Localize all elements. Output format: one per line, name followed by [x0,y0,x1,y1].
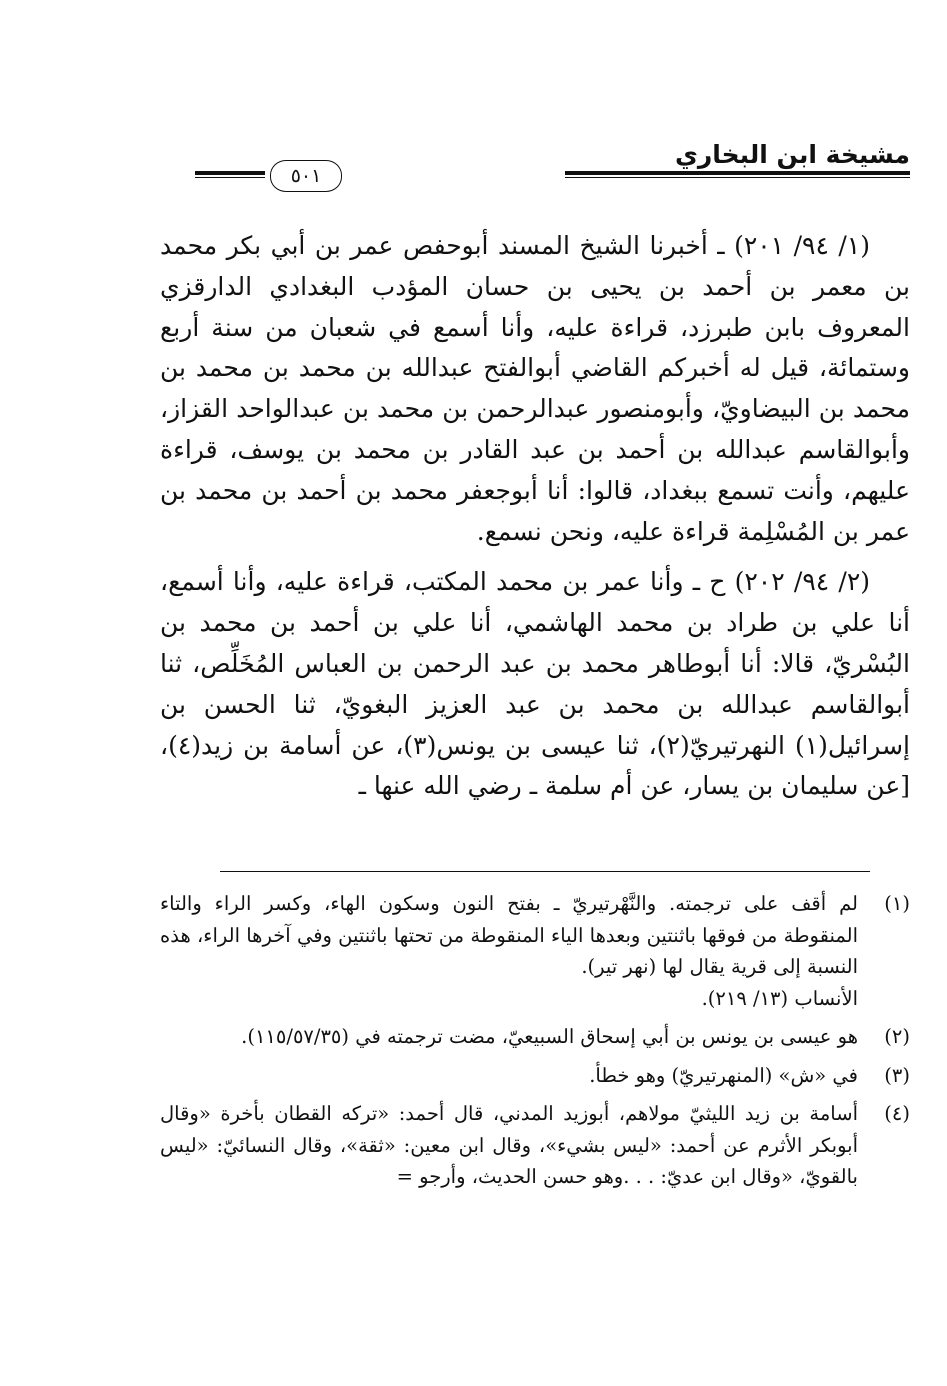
footnote-number: (٢) [884,1025,910,1048]
main-text [160,226,910,807]
page-header [160,140,910,190]
footnote-divider [220,871,870,872]
page-number: ٥٠١ [270,160,342,192]
footnote-number: (٣) [884,1063,910,1087]
footnote-reference: الأنساب (١٣/ ٢١٩). [701,986,858,1010]
footnote-text: لم أقف على ترجمته. والنَّهْرتيريّ ـ بفتح النون وسكون الهاء، وكسر الراء والتاء المنقوطة من فوقها باثنتين وبعدها الياء المنقوطة من تحتها باثنتين وفي آخرها الراء، هذه النسبة إلى قرية يقال لها (نهر تير). [160,892,858,978]
header-rule-left [195,171,265,178]
hadith-paragraph-202: (٢/ ٩٤/ ٢٠٢) ح ـ وأنا عمر بن محمد المكتب، قراءة عليه، وأنا أسمع، أنا علي بن طراد بن محمد الهاشمي، أنا علي بن أحمد بن محمد بن البُسْريّ، قالا: أنا أبوطاهر محمد بن عبد الرحمن بن العباس المُخَلِّص، ثنا أبوالقاسم عبدالله بن محمد بن عبد العزيز البغويّ، ثنا الحسن بن إسرائيل(١) النهرتيريّ(٢)، ثنا عيسى بن يونس(٣)، عن أسامة بن زيد(٤)، [عن سليمان بن يسار، عن أم سلمة ـ رضي الله عنها ـ [160,567,910,801]
footnote-text: في «ش» (المنهرتيريّ) وهو خطأ. [589,1063,858,1087]
book-title: مشيخة ابن البخاري [674,140,910,169]
header-rule-right [565,171,910,178]
footnote [160,1060,910,1092]
footnote-text: أسامة بن زيد الليثيّ مولاهم، أبوزيد المدني، قال أحمد: «تركه القطان بأخرة «وقال أبوبكر الأثرم عن أحمد: «ليس بشيء»، وقال ابن معين: «ثقة»، وقال النسائيّ: «ليس بالقويّ، «وقال ابن عديّ: . . .وهو حسن الحديث، وأرجو = [160,1102,858,1188]
footnote [160,1021,910,1053]
footnote [160,1098,910,1193]
footnote-number: (١) [884,892,910,915]
footnote-body [160,888,858,1014]
footnote [160,888,910,1014]
footnote-text: هو عيسى بن يونس بن أبي إسحاق السبيعيّ، مضت ترجمته في (١١٥/٥٧/٣٥). [241,1025,858,1048]
footnotes [160,888,910,1200]
hadith-paragraph-201: (١/ ٩٤/ ٢٠١) ـ أخبرنا الشيخ المسند أبوحفص عمر بن أبي بكر محمد بن معمر بن أحمد بن يحيى بن حسان المؤدب البغدادي الدارقزي المعروف بابن طبرزد، قراءة عليه، وأنا أسمع في شعبان من سنة أربع وستمائة، قيل له أخبركم القاضي أبوالفتح عبدالله بن محمد بن محمد بن محمد بن البيضاويّ، وأبومنصور عبدالرحمن بن محمد بن عبدالواحد القزاز، وأبوالقاسم عبدالله بن أحمد بن عبد القادر بن محمد بن يوسف، قراءة عليهم، وأنت تسمع ببغداد، قالوا: أنا أبوجعفر محمد بن أحمد بن محمد بن عمر بن المُسْلِمة قراءة عليه، ونحن نسمع. [160,231,910,546]
footnote-number: (٤) [884,1102,910,1125]
